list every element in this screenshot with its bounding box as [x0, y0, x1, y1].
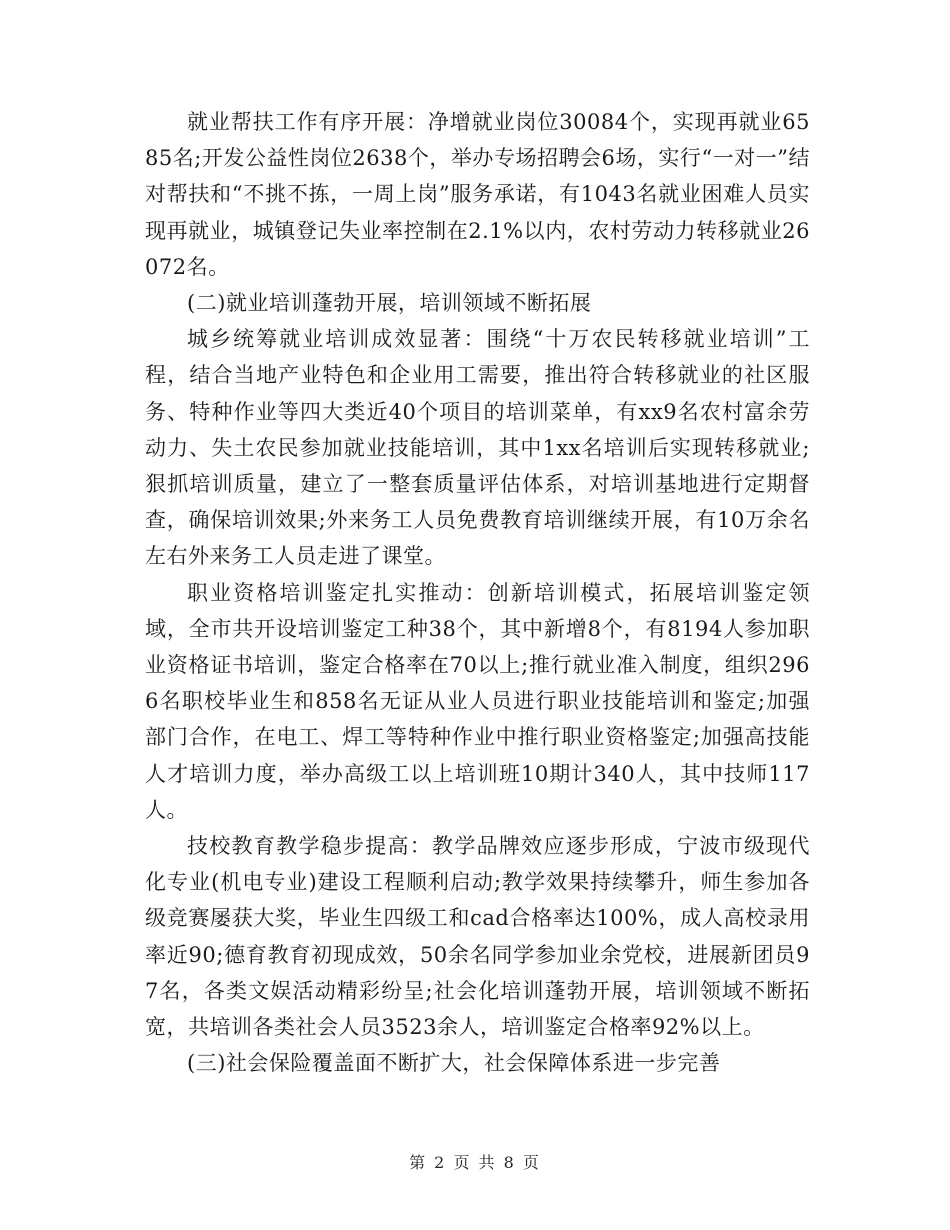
- section-heading-training: (二)就业培训蓬勃开展，培训领域不断拓展: [187, 291, 592, 316]
- paragraph-vocational-qualification: 职业资格培训鉴定扎实推动：创新培训模式，拓展培训鉴定领域，全市共开设培训鉴定工种38个，其中新增8个，有8194人参加职业资格证书培训，鉴定合格率在70以上;推行就业准入制度，组织2966名职校毕业生和858名无证从业人员进行职业技能培训和鉴定;加强部门合作，在电工、焊工等特种作业中推行职业资格鉴定;加强高技能人才培训力度，举办高级工以上培训班10期计340人，其中技师117人。: [145, 580, 810, 822]
- page-number-label: 第 2 页 共 8 页: [409, 1153, 541, 1172]
- document-body: [145, 104, 810, 1081]
- paragraph-urban-rural-training: 城乡统筹就业培训成效显著：围绕“十万农民转移就业培训”工程，结合当地产业特色和企业用工需要，推出符合转移就业的社区服务、特种作业等四大类近40个项目的培训菜单，有xx9名农村富余劳动力、失土农民参加就业技能培训，其中1xx名培训后实现转移就业;狠抓培训质量，建立了一整套质量评估体系，对培训基地进行定期督查，确保培训效果;外来务工人员免费教育培训继续开展，有10万余名左右外来务工人员走进了课堂。: [145, 327, 810, 569]
- paragraph-employment-assistance: 就业帮扶工作有序开展：净增就业岗位30084个，实现再就业6585名;开发公益性岗位2638个，举办专场招聘会6场，实行“一对一”结对帮扶和“不挑不拣，一周上岗”服务承诺，有1043名就业困难人员实现再就业，城镇登记失业率控制在2.1%以内，农村劳动力转移就业26072名。: [145, 110, 810, 279]
- paragraph-technical-school: 技校教育教学稳步提高：教学品牌效应逐步形成，宁波市级现代化专业(机电专业)建设工程顺利启动;教学效果持续攀升，师生参加各级竞赛屡获大奖，毕业生四级工和cad合格率达100%，成人高校录用率近90;德育教育初现成效，50余名同学参加业余党校，进展新团员97名，各类文娱活动精彩纷呈;社会化培训蓬勃开展，培训领域不断拓宽，共培训各类社会人员3523余人，培训鉴定合格率92%以上。: [145, 834, 810, 1040]
- section-heading-social-insurance: (三)社会保险覆盖面不断扩大，社会保障体系进一步完善: [187, 1051, 721, 1076]
- page-footer: [0, 1150, 950, 1173]
